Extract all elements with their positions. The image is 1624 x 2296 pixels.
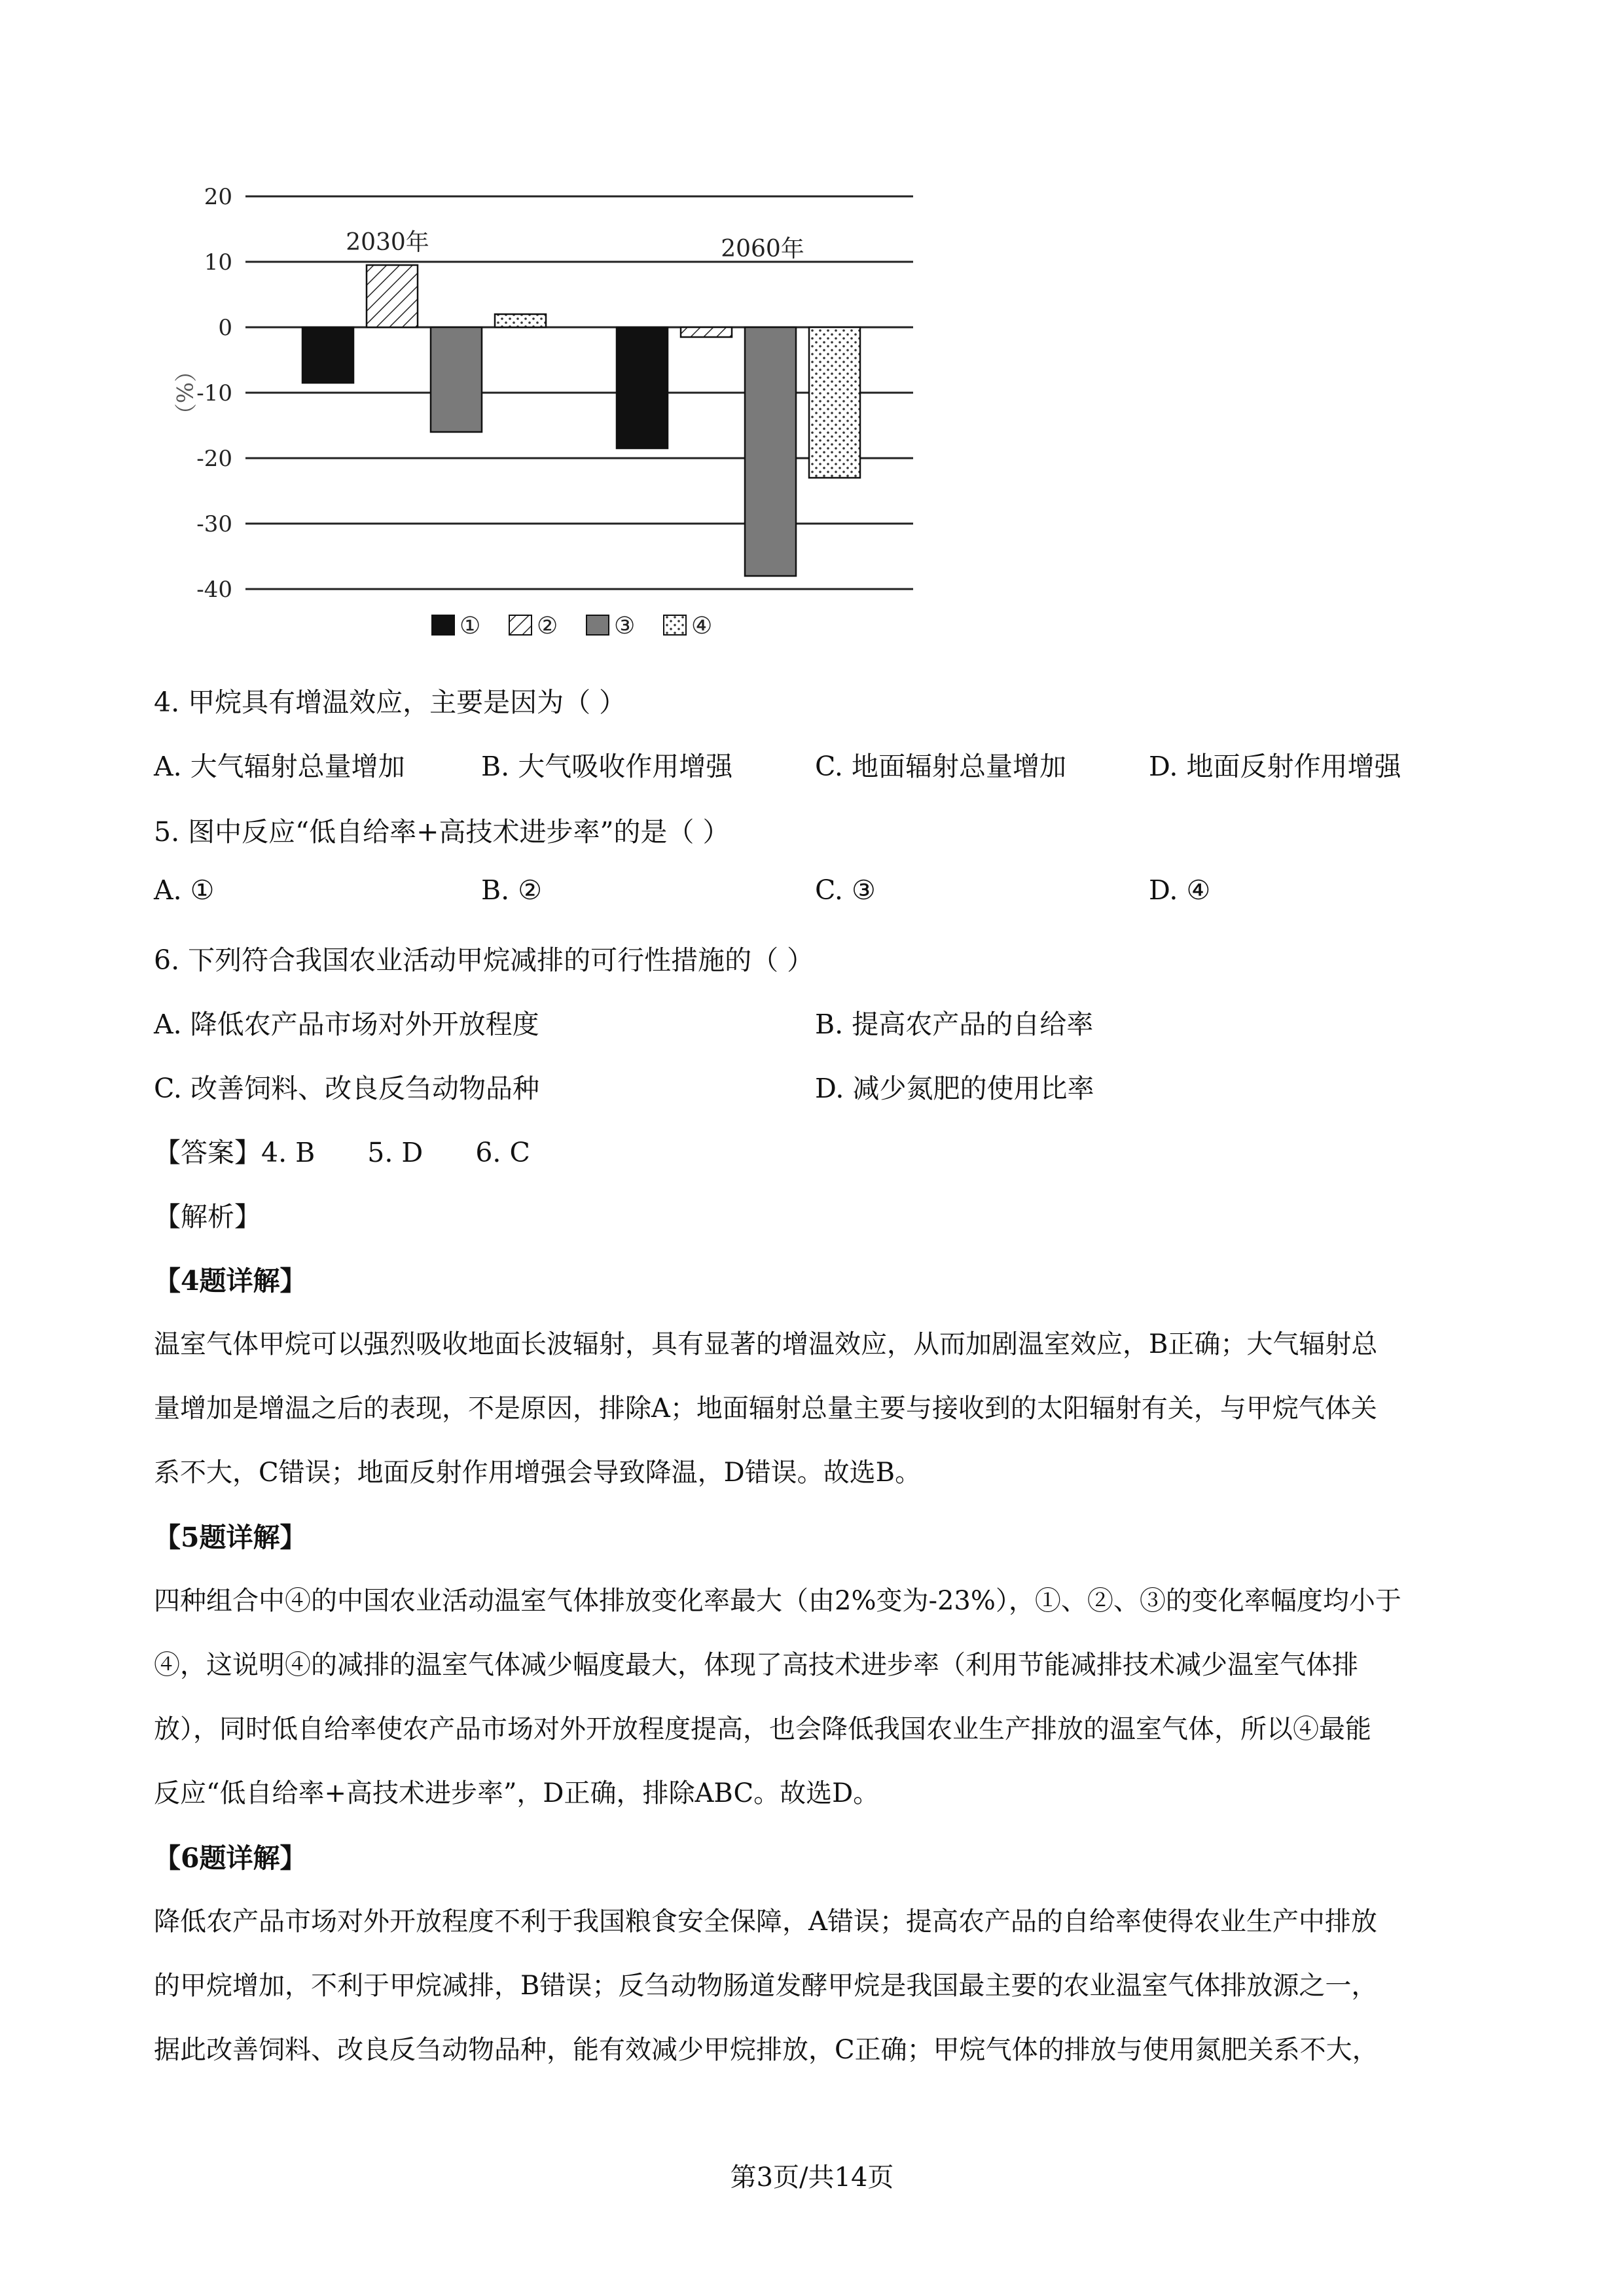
q6-option-c: C. 改善饲料、改良反刍动物品种 <box>154 1073 539 1104</box>
y-tick-label: -30 <box>196 511 232 537</box>
detail-4-line: 温室气体甲烷可以强烈吸收地面长波辐射，具有显著的增温效应，从而加剧温室效应，B正确；大气辐射总 <box>154 1329 1378 1359</box>
detail-4-heading: 【4题详解】 <box>154 1265 307 1297</box>
bar-2030-series-3 <box>431 327 482 432</box>
detail-4-line: 系不大，C错误；地面反射作用增强会导致降温，D错误。故选B。 <box>154 1458 922 1488</box>
question-6-stem: 6. 下列符合我国农业活动甲烷减排的可行性措施的（ ） <box>154 944 814 976</box>
bar-2030-series-1 <box>302 327 353 383</box>
question-5-stem: 5. 图中反应“低自给率+高技术进步率”的是（ ） <box>154 816 730 848</box>
q6-option-d: D. 减少氮肥的使用比率 <box>815 1073 1094 1104</box>
analysis-label: 【解析】 <box>154 1201 261 1232</box>
question-4-stem: 4. 甲烷具有增温效应，主要是因为（ ） <box>154 687 626 718</box>
legend-swatch <box>509 615 532 635</box>
q5-option-a: A. ① <box>154 874 215 906</box>
legend-label: ④ <box>691 613 713 639</box>
answer-label: 【答案】 <box>154 1137 261 1168</box>
q4-option-d: D. 地面反射作用增强 <box>1149 751 1401 782</box>
y-tick-label: -20 <box>196 446 232 472</box>
answer-item: 5. D <box>367 1137 424 1168</box>
y-tick-label: -10 <box>196 380 232 406</box>
detail-5-line: ④，这说明④的减排的温室气体减少幅度最大，体现了高技术进步率（利用节能减排技术减少温室气体排 <box>154 1650 1358 1680</box>
q4-option-b: B. 大气吸收作用增强 <box>481 751 733 782</box>
legend-swatch <box>664 615 686 635</box>
detail-5-line: 放），同时低自给率使农产品市场对外开放程度提高，也会降低我国农业生产排放的温室气体，所以④最能 <box>154 1714 1371 1744</box>
y-axis-label: （%） <box>171 359 197 426</box>
bar-2060-series-3 <box>745 327 796 576</box>
q4-option-c: C. 地面辐射总量增加 <box>815 751 1066 782</box>
y-tick-label: 20 <box>204 184 232 210</box>
group-label: 2060年 <box>721 236 804 262</box>
bar-2060-series-2 <box>681 327 732 337</box>
legend-swatch <box>432 615 454 635</box>
answer-item: 6. C <box>475 1137 530 1168</box>
q5-option-d: D. ④ <box>1149 874 1211 906</box>
detail-4-line: 量增加是增温之后的表现，不是原因，排除A；地面辐射总量主要与接收到的太阳辐射有关，与甲烷气体关 <box>154 1393 1377 1424</box>
q6-option-a: A. 降低农产品市场对外开放程度 <box>154 1009 539 1040</box>
legend-label: ③ <box>614 613 636 639</box>
q4-option-a: A. 大气辐射总量增加 <box>154 751 405 782</box>
detail-5-heading: 【5题详解】 <box>154 1522 307 1553</box>
group-label: 2030年 <box>346 229 429 256</box>
bar-2060-series-1 <box>617 327 668 448</box>
legend-label: ① <box>460 613 481 639</box>
q5-option-c: C. ③ <box>815 874 876 906</box>
y-tick-label: -40 <box>196 577 232 603</box>
answer-line <box>154 1131 530 1170</box>
emission-change-bar-chart <box>151 164 936 648</box>
detail-6-line: 据此改善饲料、改良反刍动物品种，能有效减少甲烷排放，C正确；甲烷气体的排放与使用氮肥关系不大， <box>154 2035 1379 2065</box>
legend-label: ② <box>537 613 558 639</box>
bar-2030-series-2 <box>367 265 418 327</box>
y-tick-label: 10 <box>204 249 232 276</box>
y-tick-label: 0 <box>218 315 232 341</box>
bar-2030-series-4 <box>495 314 546 327</box>
detail-6-line: 降低农产品市场对外开放程度不利于我国粮食安全保障，A错误；提高农产品的自给率使得农业生产中排放 <box>154 1907 1377 1937</box>
answer-item: 4. B <box>261 1137 316 1168</box>
legend-swatch <box>586 615 609 635</box>
detail-6-heading: 【6题详解】 <box>154 1842 307 1874</box>
q5-option-b: B. ② <box>481 874 542 906</box>
bar-2060-series-4 <box>809 327 860 478</box>
detail-6-line: 的甲烷增加，不利于甲烷减排，B错误；反刍动物肠道发酵甲烷是我国最主要的农业温室气体排放源之一， <box>154 1971 1378 2001</box>
q6-option-b: B. 提高农产品的自给率 <box>815 1009 1094 1040</box>
detail-5-line: 反应“低自给率+高技术进步率”，D正确，排除ABC。故选D。 <box>154 1778 880 1808</box>
page-footer: 第3页/共14页 <box>730 2162 894 2193</box>
detail-5-line: 四种组合中④的中国农业活动温室气体排放变化率最大（由2%变为-23%），①、②、③的变化率幅度均小于 <box>154 1586 1401 1616</box>
